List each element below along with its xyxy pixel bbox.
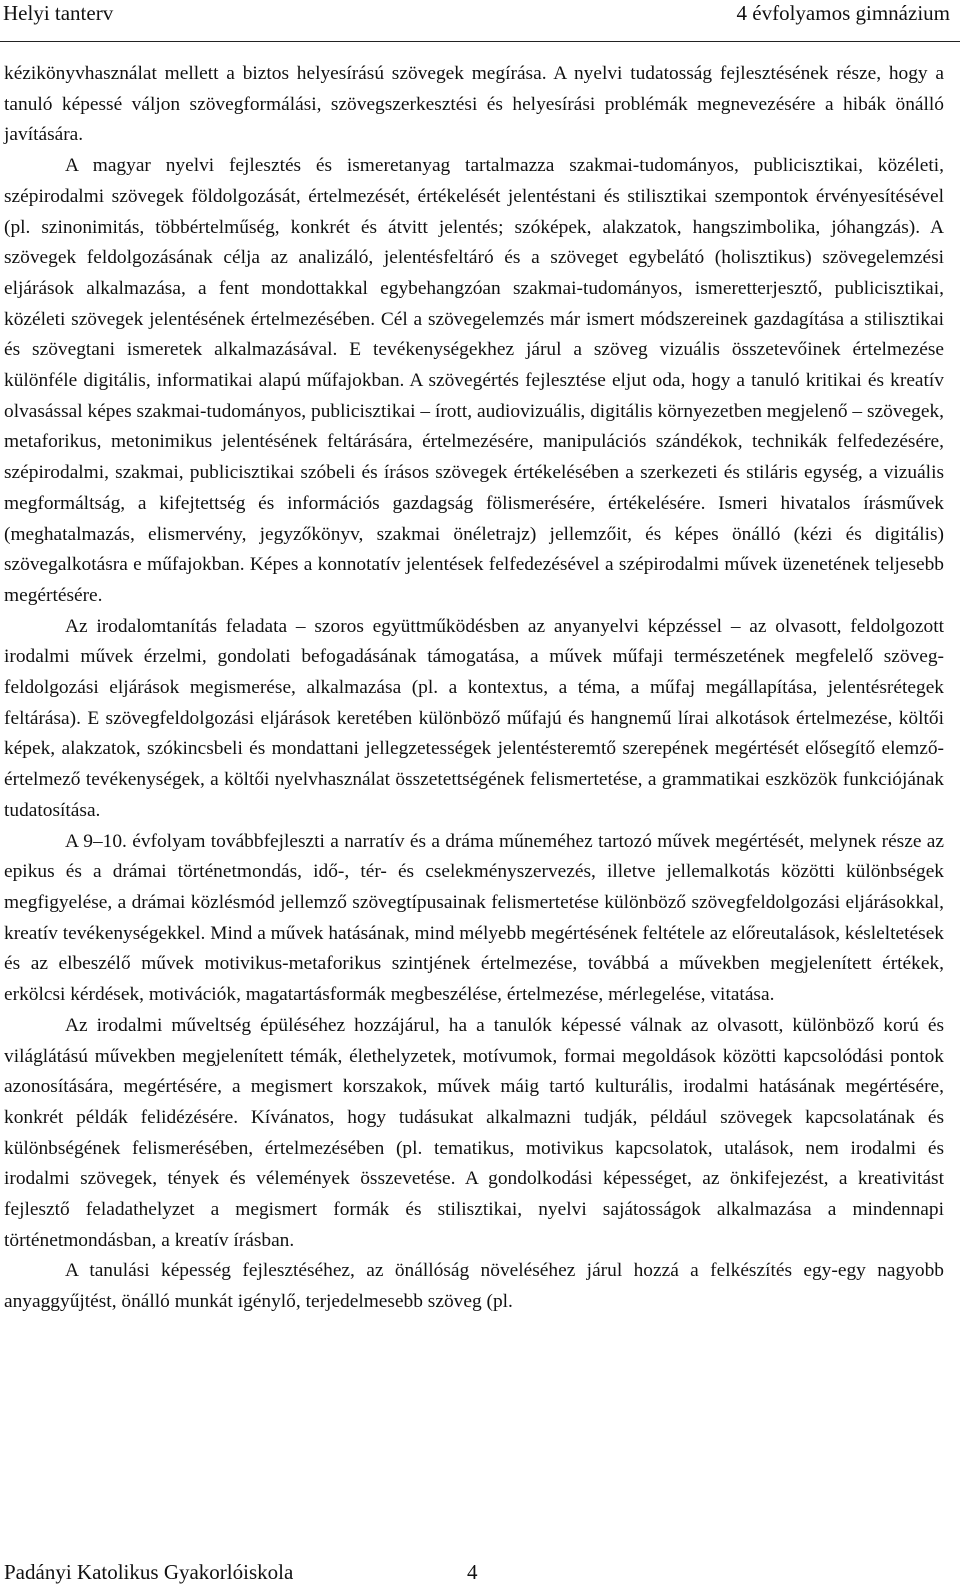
page-header — [0, 0, 960, 42]
header-document-title: Helyi tanterv — [3, 1, 114, 25]
footer-school-name: Padányi Katolikus Gyakorlóiskola — [4, 1560, 294, 1584]
paragraph-continuation: kézikönyvhasználat mellett a biztos helyesírású szövegek megírása. A nyelvi tudatosság fejlesztésének része, hogy a tanuló képessé váljon szövegformálási, szövegszerkesztési és helyesírási problémák megnevezésére a hibák önálló javítására. — [4, 63, 944, 146]
page-footer — [0, 1556, 960, 1593]
paragraph-language-development: A magyar nyelvi fejlesztés és ismeretanyag tartalmazza szakmai-tudományos, publicisztikai, közéleti, szépirodalmi szövegek földolgozását, értelmezését, értékelését jelentéstani és stilisztikai szempontok érvényesítésével (pl. szinonimitás, többértelműség, konkrét és átvitt jelentés; szóképek, alakzatok, hangszimbolika, jóhangzás). A szövegek feldolgozásának célja az analizáló, jelentésfeltáró és a szöveget egybelátó (holisztikus) szövegelemzési eljárások alkalmazása, a fent mondottakkal egybehangzóan szakmai-tudományos, ismeretterjesztő, publicisztikai, közéleti szövegek jelentésének értelmezésében. Cél a szövegelemzés már ismert módszereinek gazdagítása a stilisztikai és szövegtani ismeretek alkalmazásával. E tevékenységekhez járul a szöveg vizuális összetevőinek értelmezése különféle digitális, informatikai alapú műfajokban. A szövegértés fejlesztése eljut oda, hogy a tanuló kritikai és kreatív olvasással képes szakmai-tudományos, publicisztikai – írott, audiovizuális, digitális környezetben megjelenő – szövegek, metaforikus, metonimikus jelentésének feltárására, értelmezésére, manipulációs szándékok, technikák felfedezésére, szépirodalmi, szakmai, publicisztikai szóbeli és írásos szövegek értékelésében a szerkezeti és stiláris egység, a vizuális megformáltság, a kifejtettség és információs gazdagság fölismerésére, értékelésére. Ismeri hivatalos írásművek (meghatalmazás, elismervény, jegyzőkönyv, szakmai önéletrajz) jellemzőit, és képes önálló (kézi és digitális) szövegalkotásra e műfajokban. Képes a konnotatív jelentések felfedezésével a szépirodalmi művek üzenetének teljesebb megértésére. — [4, 155, 944, 606]
paragraph-literary-culture: Az irodalmi műveltség épüléséhez hozzájárul, ha a tanulók képessé válnak az olvasott, különböző korú és világlátású művekben megjelenített témák, élethelyzetek, motívumok, formai megoldások közötti kapcsolódási pontok azonosítására, megértésére, a megismert korszakok, művek máig tartó kulturális, irodalmi hatásának megértésére, konkrét példák felidézésére. Kívánatos, hogy tudásukat alkalmazni tudják, például szövegek kapcsolatának és különbségének felismerésében, értelmezésében (pl. tematikus, motivikus kapcsolatok, utalások, nem irodalmi és irodalmi szövegek, tények és vélemények összevetése. A gondolkodási képességet, az önkifejezést, a kreativitást fejlesztő feladathelyzet a megismert formák és stilisztikai, nyelvi sajátosságok alkalmazása a mindennapi történetmondásban, a kreatív írásban. — [4, 1014, 944, 1251]
paragraph-literature-teaching: Az irodalomtanítás feladata – szoros együttműködésben az anyanyelvi képzéssel – az olvasott, feldolgozott irodalmi művek érzelmi, gondolati befogadásának támogatása, a művek műfaji természetének megfelelő szöveg-feldolgozási eljárások megismerése, alkalmazása (pl. a kontextus, a téma, a műfaj megállapítása, jelentésrétegek feltárása). E szövegfeldolgozási eljárások keretében különböző műfajú és hangnemű lírai alkotások értelmezése, költői képek, alakzatok, szókincsbeli és mondattani jellegzetességek jelentésteremtő szerepének megértését elősegítő elemző-értelmező tevékenységek, a költői nyelvhasználat összetettségének felismertetése, a grammatikai eszközök funkciójának tudatosítása. — [4, 615, 944, 821]
document-body — [4, 59, 944, 1318]
paragraph-learning-ability: A tanulási képesség fejlesztéséhez, az önállóság növeléséhez járul hozzá a felkészítés egy-egy nagyobb anyaggyűjtést, önálló munkát igénylő, terjedelmesebb szöveg (pl. — [4, 1260, 944, 1313]
header-school-type: 4 évfolyamos gimnázium — [736, 1, 950, 25]
page-number: 4 — [467, 1560, 478, 1584]
paragraph-grade-9-10: A 9–10. évfolyam továbbfejleszti a narratív és a dráma műneméhez tartozó művek megértését, melynek része az epikus és a drámai történetmondás, idő-, tér- és cselekményszervezés, illetve jellemalkotás közötti különbségek megfigyelése, a drámai közlésmód jellemző szövegtípusainak felismertetése különböző szövegfeldolgozási eljárásokkal, kreatív tevékenységekkel. Mind a művek hatásának, mind mélyebb megértésének feltétele az előreutalások, késleltetések és az elbeszélő művek motivikus-metaforikus szintjének értelmezése, továbbá a művekben megjelenített értékek, erkölcsi kérdések, motivációk, magatartásformák megbeszélése, értelmezése, mérlegelése, vitatása. — [4, 830, 944, 1006]
